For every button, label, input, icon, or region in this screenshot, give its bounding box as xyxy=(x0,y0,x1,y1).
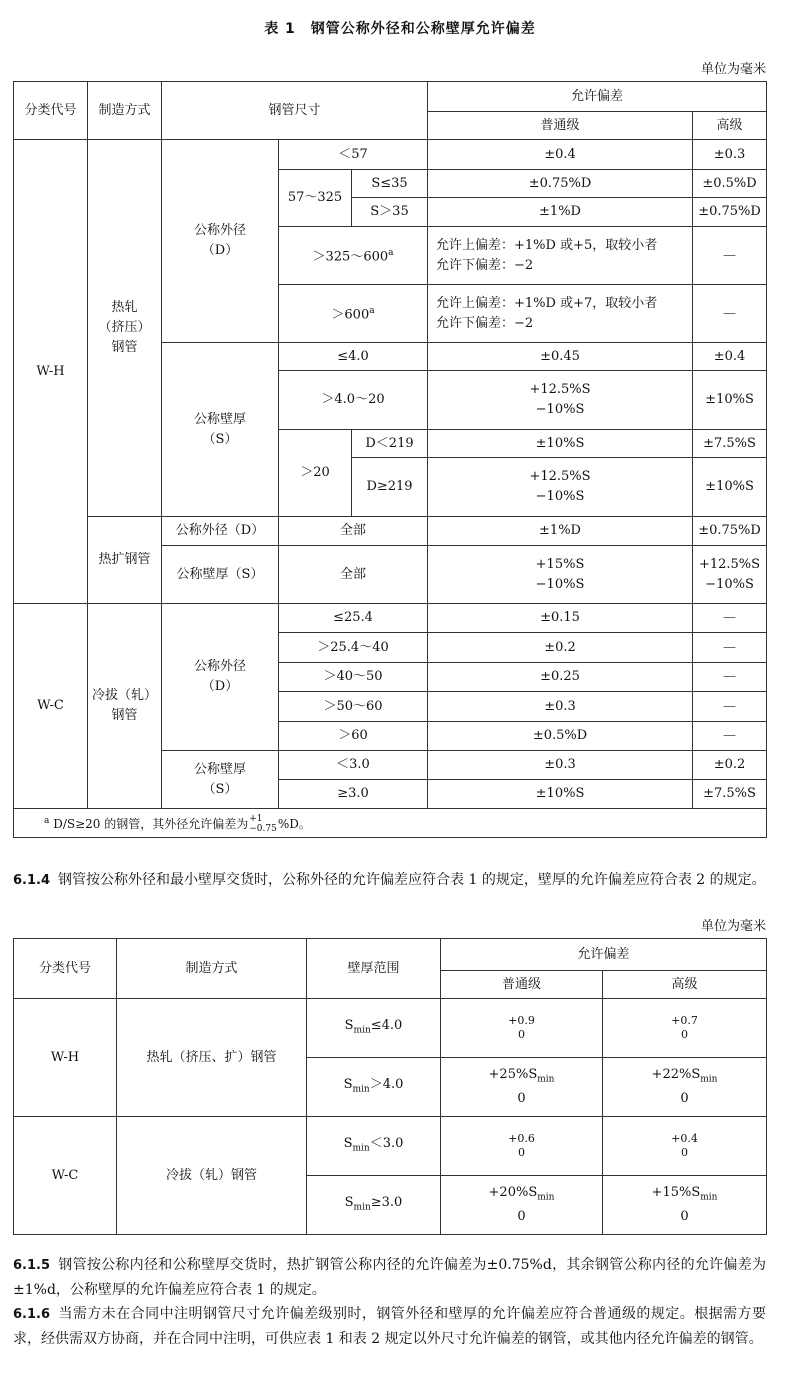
t1-gt600-normal: 允许上偏差：+1%D 或+7，取较小者 允许下偏差：−2 xyxy=(428,285,693,343)
t2-r2-normal: $+25\%S_{min}$ 0 xyxy=(441,1058,603,1117)
t2-r1-high: +0.7 0 xyxy=(603,999,767,1058)
t1-4-20-normal: +12.5%S −10%S xyxy=(428,371,693,430)
t1-le254-normal: ±0.15 xyxy=(428,604,693,633)
t1-header-category: 分类代号 xyxy=(14,82,88,140)
t1-row-le4: ≤4.0 xyxy=(279,343,428,371)
t1-gt60-high: — xyxy=(693,722,767,751)
t1-325-600-high: — xyxy=(693,227,767,285)
t1-cw-ge3-high: ±7.5%S xyxy=(693,780,767,809)
t1-header-size: 钢管尺寸 xyxy=(162,82,428,140)
t1-od-label: 公称外径 （D） xyxy=(162,140,279,343)
t1-dlt219-high: ±7.5%S xyxy=(693,430,767,458)
t1-row-lt57: ＜57 xyxy=(279,140,428,170)
t1-le254-high: — xyxy=(693,604,767,633)
t1-footnote: $^a$ D/S≥20 的钢管，其外径允许偏差为+1 −0.75%D。 xyxy=(14,809,767,838)
t2-r2-high: $+22\%S_{min}$ 0 xyxy=(603,1058,767,1117)
t1-wt-label: 公称壁厚 （S） xyxy=(162,343,279,517)
t1-lt57-high: ±0.3 xyxy=(693,140,767,170)
t1-header-high: 高级 xyxy=(693,112,767,140)
para-6-1-5: 6.1.5 钢管按公称内径和公称壁厚交货时，热扩钢管公称内径的允许偏差为±0.75%d，其余钢管公称内径的允许偏差为±1%d，公称壁厚的允许偏差应符合表 1 的规定。 xyxy=(13,1257,766,1298)
t1-code-wc: W-C xyxy=(14,604,88,809)
t1-he-wt-high: +12.5%S −10%S xyxy=(693,546,767,604)
t2-range-3: $S_{min}<3.0$ xyxy=(307,1117,441,1176)
t2-header-method: 制造方式 xyxy=(117,939,307,999)
t1-he-wt-label: 公称壁厚（S） xyxy=(162,546,279,604)
t2-method-wh: 热轧（挤压、扩）钢管 xyxy=(117,999,307,1117)
table2-unit: 单位为毫米 xyxy=(700,919,766,934)
t2-r1-normal: +0.9 0 xyxy=(441,999,603,1058)
t1-row-325-600: $>325\sim 600^a$ xyxy=(279,227,428,285)
table1 xyxy=(13,81,767,838)
t2-r4-normal: $+20\%S_{min}$ 0 xyxy=(441,1176,603,1235)
t1-row-4-20: ＞4.0～20 xyxy=(279,371,428,430)
t1-gt60-normal: ±0.5%D xyxy=(428,722,693,751)
t1-50-60-normal: ±0.3 xyxy=(428,692,693,722)
t1-le4-normal: ±0.45 xyxy=(428,343,693,371)
t1-row-50-60: ＞50～60 xyxy=(279,692,428,722)
t1-he-od-label: 公称外径（D） xyxy=(162,517,279,546)
t2-header-high: 高级 xyxy=(603,971,767,999)
t1-gt600-high: — xyxy=(693,285,767,343)
t1-header-tolerance: 允许偏差 xyxy=(428,82,767,112)
t2-header-range: 壁厚范围 xyxy=(307,939,441,999)
t2-code-wh: W-H xyxy=(14,999,117,1117)
para-6-1-6: 6.1.6 当需方未在合同中注明钢管尺寸允许偏差级别时，钢管外径和壁厚的允许偏差应符合普通级的规定。根据需方要求，经供需双方协商，并在合同中注明，可供应表 1 和表 2 规定以外尺寸允许偏差的钢管，或其他内径允许偏差的钢管。 xyxy=(13,1306,766,1347)
t1-sle35-normal: ±0.75%D xyxy=(428,170,693,198)
t2-r3-normal: +0.6 0 xyxy=(441,1117,603,1176)
t1-row-gt20: ＞20 xyxy=(279,430,352,517)
t1-header-normal: 普通级 xyxy=(428,112,693,140)
t2-header-normal: 普通级 xyxy=(441,971,603,999)
t1-row-cw-ge3: ≥3.0 xyxy=(279,780,428,809)
t1-row-le254: ≤25.4 xyxy=(279,604,428,633)
t2-header-category: 分类代号 xyxy=(14,939,117,999)
t1-254-40-high: — xyxy=(693,633,767,663)
t2-range-1: $S_{min}\le 4.0$ xyxy=(307,999,441,1058)
t1-row-gt600: $>600^a$ xyxy=(279,285,428,343)
t1-row-sle35: S≤35 xyxy=(352,170,428,198)
t1-row-40-50: ＞40～50 xyxy=(279,663,428,692)
t1-cw-ge3-normal: ±10%S xyxy=(428,780,693,809)
t2-range-4: $S_{min}\ge 3.0$ xyxy=(307,1176,441,1235)
t1-row-254-40: ＞25.4～40 xyxy=(279,633,428,663)
t1-lt57-normal: ±0.4 xyxy=(428,140,693,170)
t1-row-gt60: ＞60 xyxy=(279,722,428,751)
t1-le4-high: ±0.4 xyxy=(693,343,767,371)
t1-row-sgt35: S＞35 xyxy=(352,198,428,227)
table1-unit: 单位为毫米 xyxy=(700,62,766,77)
t2-method-wc: 冷拔（轧）钢管 xyxy=(117,1117,307,1235)
t1-he-wt-all: 全部 xyxy=(279,546,428,604)
t1-code-wh: W-H xyxy=(14,140,88,604)
t1-sgt35-normal: ±1%D xyxy=(428,198,693,227)
t1-method-hot-expanded: 热扩钢管 xyxy=(88,517,162,604)
t1-254-40-normal: ±0.2 xyxy=(428,633,693,663)
table1-title: 表 1 钢管公称外径和公称壁厚允许偏差 xyxy=(264,21,536,37)
t1-method-cold: 冷拔（轧） 钢管 xyxy=(88,604,162,809)
t1-he-wt-normal: +15%S −10%S xyxy=(428,546,693,604)
t1-he-od-all: 全部 xyxy=(279,517,428,546)
t2-r4-high: $+15\%S_{min}$ 0 xyxy=(603,1176,767,1235)
t1-40-50-normal: ±0.25 xyxy=(428,663,693,692)
para-6-1-4: 6.1.4 钢管按公称外径和最小壁厚交货时，公称外径的允许偏差应符合表 1 的规定，壁厚的允许偏差应符合表 2 的规定。 xyxy=(13,872,766,888)
t1-cold-od-label: 公称外径 （D） xyxy=(162,604,279,751)
t1-row-57-325: 57～325 xyxy=(279,170,352,227)
t1-40-50-high: — xyxy=(693,663,767,692)
t2-header-tolerance: 允许偏差 xyxy=(441,939,767,971)
t2-r3-high: +0.4 0 xyxy=(603,1117,767,1176)
t1-method-hot-rolled: 热轧 （挤压） 钢管 xyxy=(88,140,162,517)
t1-sgt35-high: ±0.75%D xyxy=(693,198,767,227)
t1-cw-lt3-high: ±0.2 xyxy=(693,751,767,780)
t1-dge219-normal: +12.5%S −10%S xyxy=(428,458,693,517)
table2 xyxy=(13,938,767,1235)
t1-4-20-high: ±10%S xyxy=(693,371,767,430)
t1-he-od-normal: ±1%D xyxy=(428,517,693,546)
t1-dge219-high: ±10%S xyxy=(693,458,767,517)
t1-sle35-high: ±0.5%D xyxy=(693,170,767,198)
t1-row-dge219: D≥219 xyxy=(352,458,428,517)
t1-cold-wt-label: 公称壁厚 （S） xyxy=(162,751,279,809)
t1-he-od-high: ±0.75%D xyxy=(693,517,767,546)
t2-range-2: $S_{min}>4.0$ xyxy=(307,1058,441,1117)
t1-325-600-normal: 允许上偏差：+1%D 或+5，取较小者 允许下偏差：−2 xyxy=(428,227,693,285)
t1-cw-lt3-normal: ±0.3 xyxy=(428,751,693,780)
t1-row-dlt219: D＜219 xyxy=(352,430,428,458)
t1-header-method: 制造方式 xyxy=(88,82,162,140)
t1-row-cw-lt3: ＜3.0 xyxy=(279,751,428,780)
t1-dlt219-normal: ±10%S xyxy=(428,430,693,458)
t1-50-60-high: — xyxy=(693,692,767,722)
t2-code-wc: W-C xyxy=(14,1117,117,1235)
